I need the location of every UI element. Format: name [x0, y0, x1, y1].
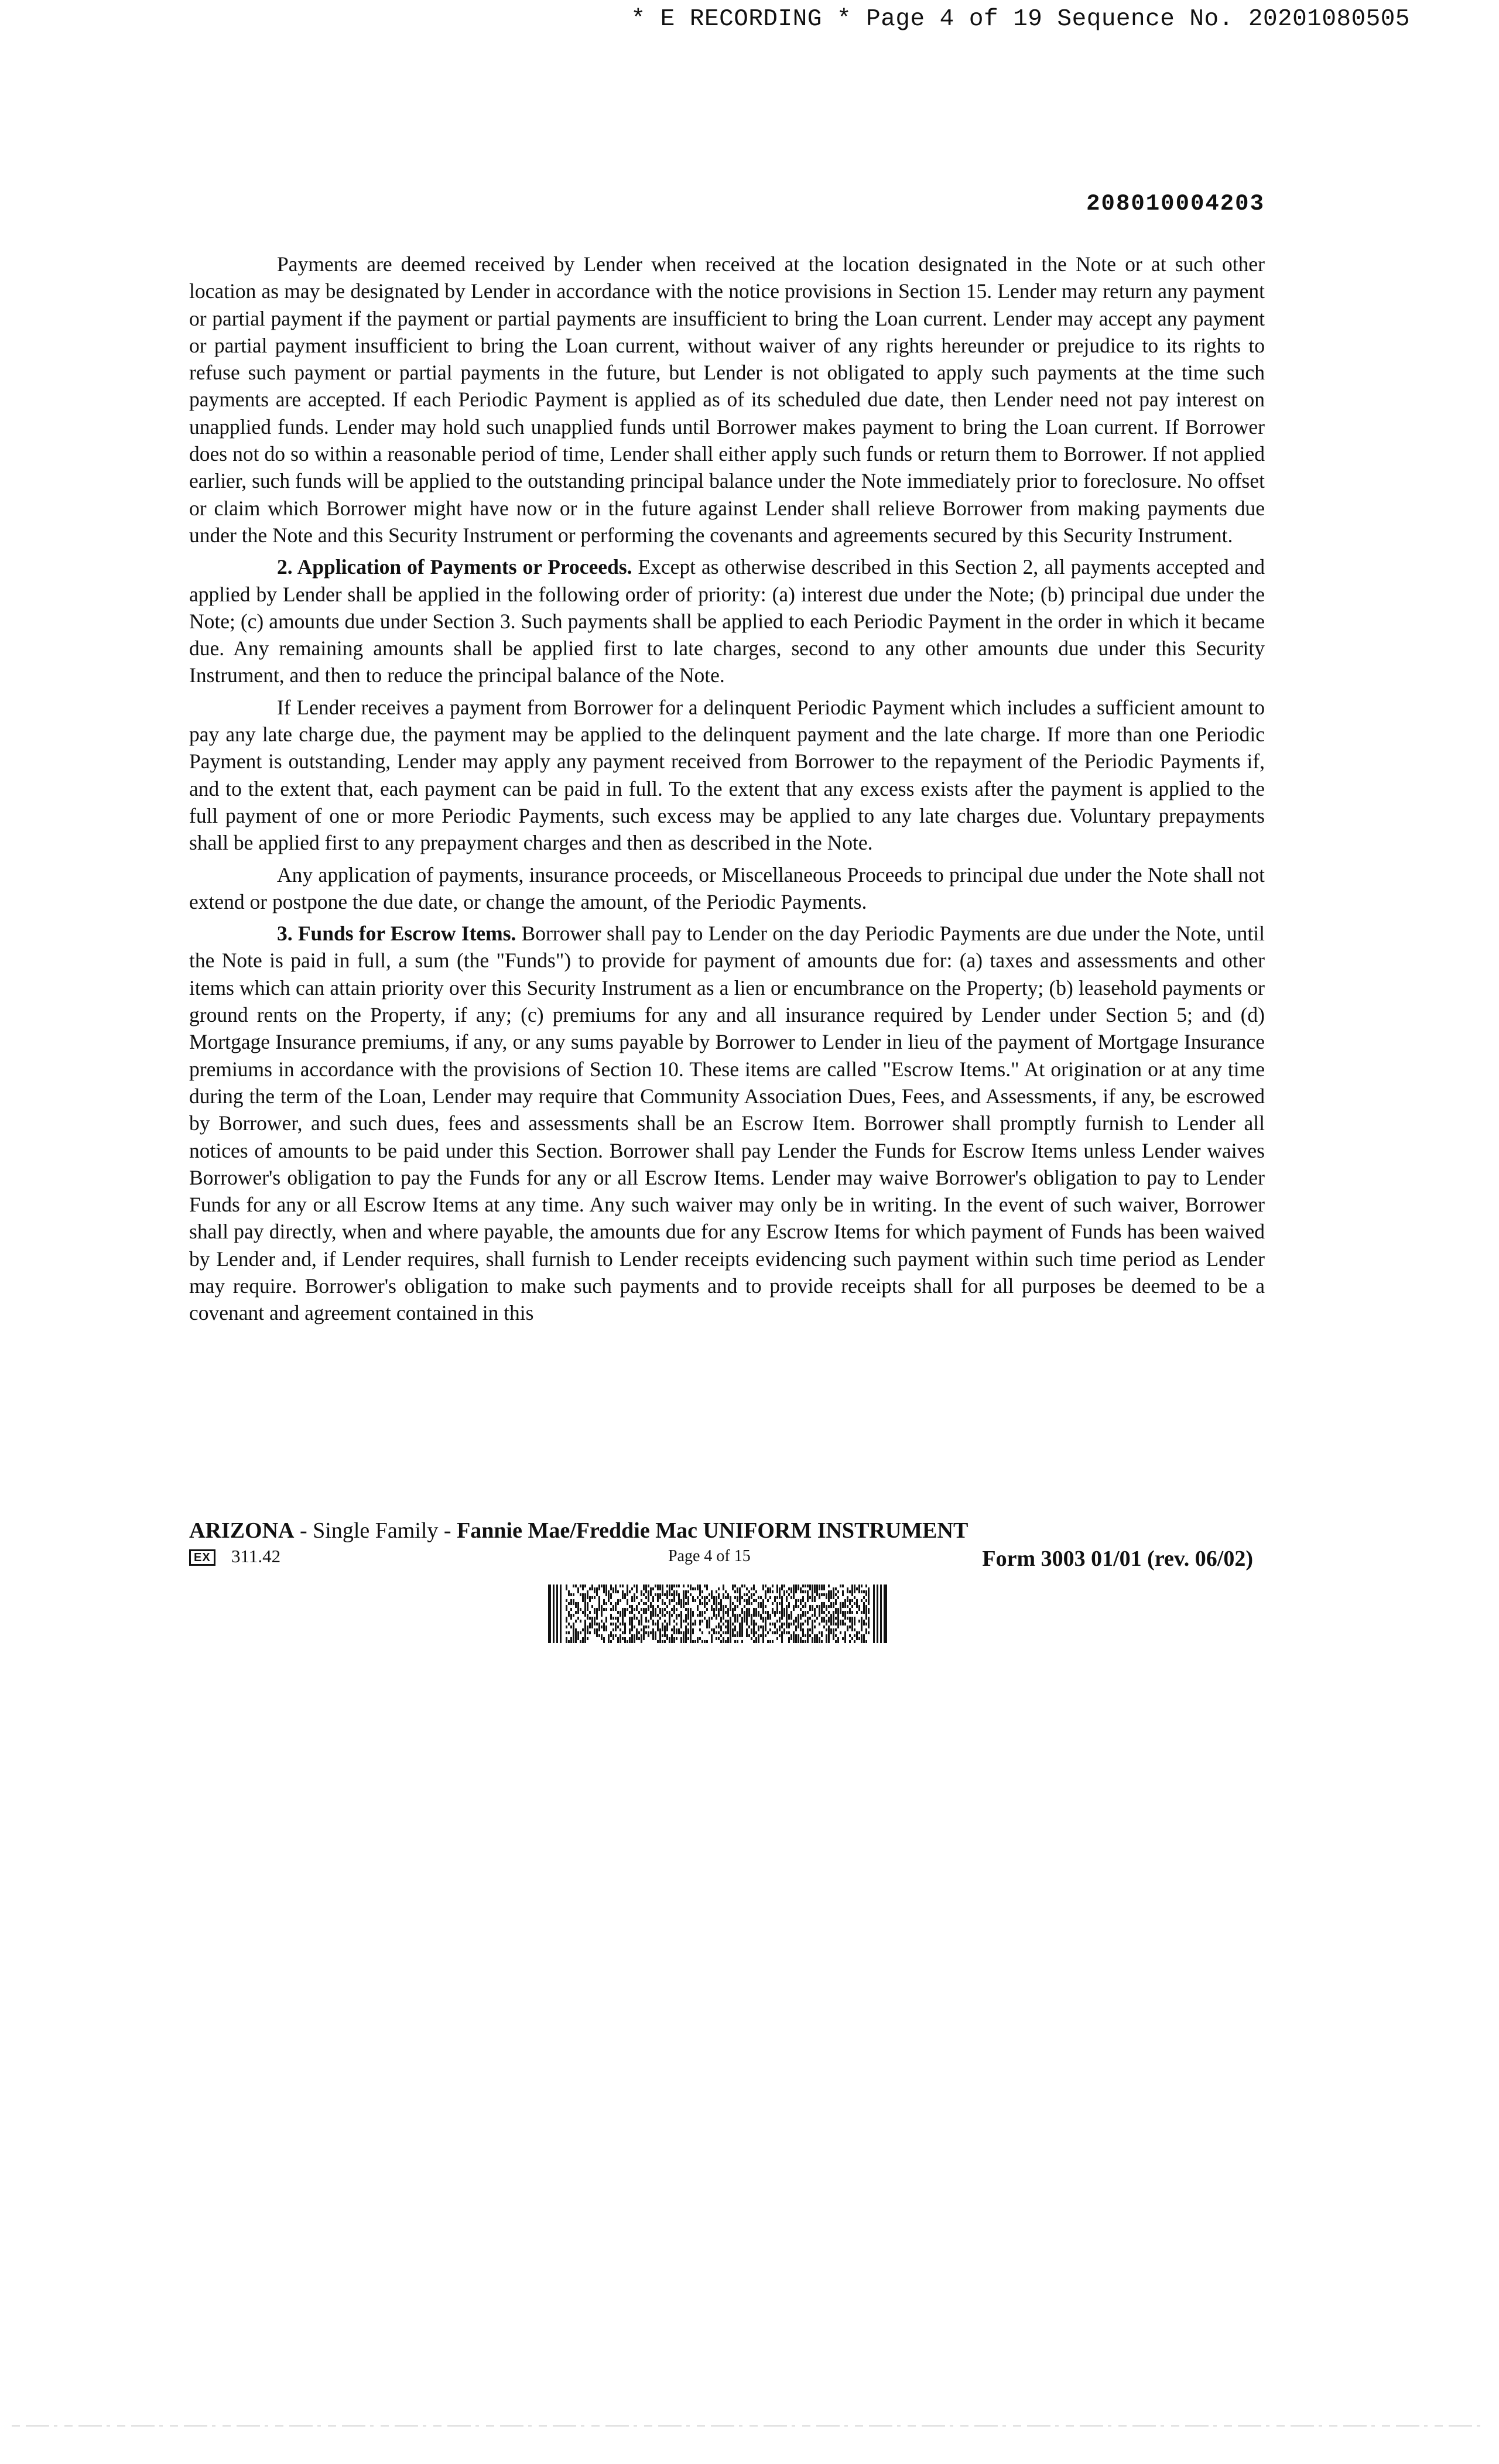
paragraph-text: Payments are deemed received by Lender when received at the location designated in the Note or at such other location as may be designated by Lender in accordance with the notice provisions in Section 15. Lender may return any payment or partial payment if the payment or partial payments are insufficient to bring the Loan current. Lender may accept any payment or partial payment insufficient to bring the Loan current, without waiver of any rights hereunder or prejudice to its rights to refuse such payment or partial payments in the future, but Lender is not obligated to apply such payments at the time such payments are accepted. If each Periodic Payment is applied as of its scheduled due date, then Lender need not pay interest on unapplied funds. Lender may hold such unapplied funds until Borrower makes payment to bring the Loan current. If Borrower does not do so within a reasonable period of time, Lender shall either apply such funds or return them to Borrower. If not applied earlier, such funds will be applied to the outstanding principal balance under the Note immediately prior to foreclosure. No offset or claim which Borrower might have now or in the future against Lender shall relieve Borrower from making payments due under the Note and this Security Instrument or performing the covenants and agreements secured by this Security Instrument. — [189, 252, 1265, 547]
document-body — [189, 251, 1265, 1327]
paragraph-delinquent-payment — [189, 694, 1265, 857]
scan-edge-line — [0, 2424, 1499, 2428]
document-number: 208010004203 — [1086, 191, 1265, 217]
footer-instrument: Fannie Mae/Freddie Mac UNIFORM INSTRUMENT — [457, 1518, 968, 1543]
paragraph-text: Any application of payments, insurance proceeds, or Miscellaneous Proceeds to principal due under the Note shall not extend or postpone the due date, or change the amount, of the Periodic Payments. — [189, 863, 1265, 913]
form-code: 311.42 — [231, 1546, 281, 1566]
form-footer-info — [189, 1546, 1265, 1575]
form-id: Form 3003 01/01 (rev. 06/02) — [982, 1546, 1253, 1571]
section-2-heading: 2. Application of Payments or Proceeds. — [277, 555, 632, 579]
paragraph-text: If Lender receives a payment from Borrower for a delinquent Periodic Payment which includes a sufficient amount to pay any late charge due, the payment may be applied to the delinquent payment and the late charge. If more than one Periodic Payment is outstanding, Lender may apply any payment received from Borrower to the repayment of the Periodic Payments if, and to the extent that, each payment can be paid in full. To the extent that any excess exists after the payment is applied to the full payment of one or more Periodic Payments, such excess may be applied to any late charges due. Voluntary prepayments shall be applied first to any prepayment charges and then as described in the Note. — [189, 695, 1265, 855]
footer-separator: - Single Family - — [294, 1518, 457, 1543]
form-footer-title — [189, 1518, 968, 1544]
section-3-paragraph — [189, 920, 1265, 1326]
paragraph-application-of-payments — [189, 861, 1265, 916]
page-indicator: Page 4 of 15 — [668, 1547, 751, 1565]
barcode-icon — [548, 1585, 888, 1643]
section-2-paragraph — [189, 553, 1265, 689]
section-2-text: Except as otherwise described in this Section 2, all payments accepted and applied by Lender shall be applied in the following order of priority: (a) interest due under the Note; (b) principal due under the Note; (c) amounts due under Section 3. Such payments shall be applied to each Periodic Payment in the order in which it became due. Any remaining amounts shall be applied first to late charges, second to any other amounts due under this Security Instrument, and then to reduce the principal balance of the Note. — [189, 555, 1265, 687]
section-3-heading: 3. Funds for Escrow Items. — [277, 922, 516, 946]
ex-badge-icon: EX — [189, 1549, 215, 1566]
footer-state: ARIZONA — [189, 1518, 295, 1543]
section-3-text: Borrower shall pay to Lender on the day Periodic Payments are due under the Note, until the Note is paid in full, a sum (the "Funds") to provide for payment of amounts due for: (a) taxes and assessments and other items which can attain priority over this Security Instrument as a lien or encumbrance on the Property; (b) leasehold payments or ground rents on the Property, if any; (c) premiums for any and all insurance required by Lender under Section 5; and (d) Mortgage Insurance premiums, if any, or any sums payable by Borrower to Lender in lieu of the payment of Mortgage Insurance premiums in accordance with the provisions of Section 10. These items are called "Escrow Items." At origination or at any time during the term of the Loan, Lender may require that Community Association Dues, Fees, and Assessments, if any, be escrowed by Borrower, and such dues, fees and assessments shall be an Escrow Item. Borrower shall promptly furnish to Lender all notices of amounts to be paid under this Section. Borrower shall pay Lender the Funds for Escrow Items unless Lender waives Borrower's obligation to pay the Funds for any or all Escrow Items. Lender may waive Borrower's obligation to pay to Lender Funds for any or all Escrow Items at any time. Any such waiver may only be in writing. In the event of such waiver, Borrower shall pay directly, when and where payable, the amounts due for any Escrow Items for which payment of Funds has been waived by Lender and, if Lender requires, shall furnish to Lender receipts evidencing such payment within such time period as Lender may require. Borrower's obligation to make such payments and to provide receipts shall for all purposes be deemed to be a covenant and agreement contained in this — [189, 922, 1265, 1325]
paragraph-payments-received — [189, 251, 1265, 549]
recording-stamp: * E RECORDING * Page 4 of 19 Sequence No. 20201080505 — [631, 6, 1410, 33]
